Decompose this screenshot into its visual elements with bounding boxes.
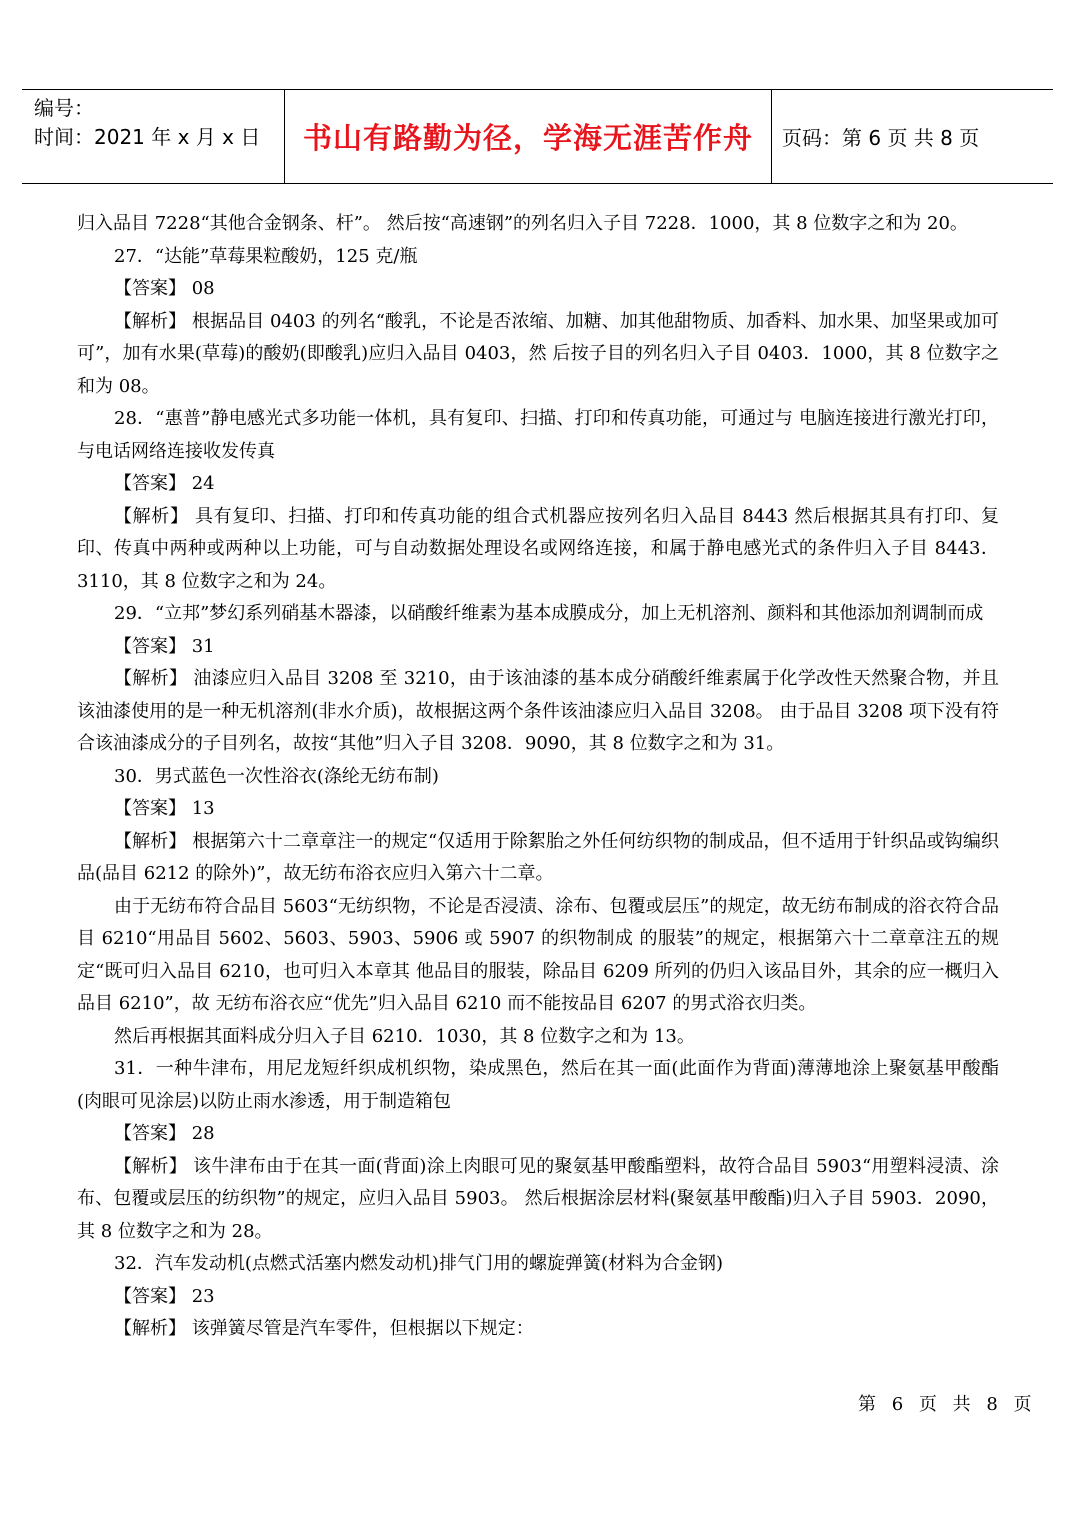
paragraph: 【答案】 31	[114, 635, 215, 657]
paragraph: 【解析】 根据第六十二章章注一的规定“仅适用于除絮胎之外任何纺织物的制成品，但不适用于针织品或钩编织品(品目 6212 的除外)”，故无纺布浴衣应归入第六十二章。	[77, 830, 999, 884]
document-body	[77, 208, 999, 1346]
paragraph: 【答案】 24	[114, 473, 215, 494]
paragraph: 32．汽车发动机(点燃式活塞内燃发动机)排气门用的螺旋弹簧(材料为合金钢)	[114, 1253, 723, 1274]
paragraph: 27．“达能”草莓果粒酸奶，125 克/瓶	[114, 245, 418, 267]
paragraph: 【答案】 28	[114, 1123, 215, 1144]
paragraph: 【解析】 油漆应归入品目 3208 至 3210，由于该油漆的基本成分硝酸纤维素属于化学改性天然聚合物，并且该油漆使用的是一种无机溶剂(非水介质)，故根据这两个条件该油漆应归入品目 3208。 由于品目 3208 项下没有符合该油漆成分的子目列名，故按“其他”归入子目 3208．9090，其 8 位数字之和为 31。	[77, 668, 999, 754]
paragraph: 30．男式蓝色一次性浴衣(涤纶无纺布制)	[114, 765, 439, 787]
paragraph: 28．“惠普”静电感光式多功能一体机，具有复印、扫描、打印和传真功能，可通过与 电脑连接进行激光打印，与电话网络连接收发传真	[77, 408, 999, 462]
paragraph: 【解析】 该弹簧尽管是汽车零件，但根据以下规定：	[114, 1318, 534, 1339]
paragraph: 然后再根据其面料成分归入子目 6210．1030，其 8 位数字之和为 13。	[114, 1025, 695, 1047]
page-header	[22, 89, 1053, 184]
paragraph: 【答案】 13	[114, 798, 215, 819]
header-page-label: 页码：第 6 页 共 8 页	[782, 126, 980, 150]
paragraph: 由于无纺布符合品目 5603“无纺织物，不论是否浸渍、涂布、包覆或层压”的规定，故无纺布制成的浴衣符合品目 6210“用品目 5602、5603、5903、5906 或 5907 的织物制成 的服装”的规定，根据第六十二章章注五的规定“既可归入品目 6210，也可归入本章其 他品目的服装，除品目 6209 所列的仍归入该品目外，其余的应一概归入品目 6210”，故 无纺布浴衣应“优先”归入品目 6210 而不能按品目 6207 的男式浴衣归类。	[77, 895, 999, 1014]
paragraph: 【答案】 23	[114, 1285, 215, 1307]
paragraph: 【解析】 具有复印、扫描、打印和传真功能的组合式机器应按列名归入品目 8443 然后根据其具有打印、复印、传真中两种或两种以上功能，可与自动数据处理设名或网络连接，和属于静电感光式的条件归入子目 8443．3110，其 8 位数字之和为 24。	[77, 505, 999, 592]
header-meta	[34, 94, 292, 152]
paragraph: 【解析】 该牛津布由于在其一面(背面)涂上肉眼可见的聚氨基甲酸酯塑料，故符合品目 5903“用塑料浸渍、涂布、包覆或层压的纺织物”的规定，应归入品目 5903。 然后根据涂层材料(聚氨基甲酸酯)归入子目 5903．2090，其 8 位数字之和为 28。	[77, 1155, 999, 1242]
number-label: 编号：	[34, 96, 94, 120]
header-motto: 书山有路勤为径，学海无涯苦作舟	[302, 121, 753, 155]
header-divider-right	[771, 90, 772, 183]
paragraph: 【解析】 根据品目 0403 的列名“酸乳，不论是否浓缩、加糖、加其他甜物质、加香料、加水果、加坚果或加可可”，加有水果(草莓)的酸奶(即酸乳)应归入品目 0403，然 后按子目的列名归入子目 0403．1000，其 8 位数字之和为 08。	[77, 310, 999, 397]
paragraph: 【答案】 08	[114, 278, 215, 299]
paragraph: 31．一种牛津布，用尼龙短纤织成机织物，染成黑色，然后在其一面(此面作为背面)薄薄地涂上聚氨基甲酸酯(肉眼可见涂层)以防止雨水渗透，用于制造箱包	[77, 1058, 999, 1112]
page-footer: 第 6 页 共 8 页	[858, 1394, 1037, 1415]
paragraph: 29．“立邦”梦幻系列硝基木器漆，以硝酸纤维素为基本成膜成分，加上无机溶剂、颜料和其他添加剂调制而成	[114, 603, 984, 624]
paragraph: 归入品目 7228“其他合金钢条、杆”。 然后按“高速钢”的列名归入子目 7228．1000，其 8 位数字之和为 20。	[77, 213, 968, 234]
time-label: 时间：2021 年 x 月 x 日	[34, 125, 261, 149]
